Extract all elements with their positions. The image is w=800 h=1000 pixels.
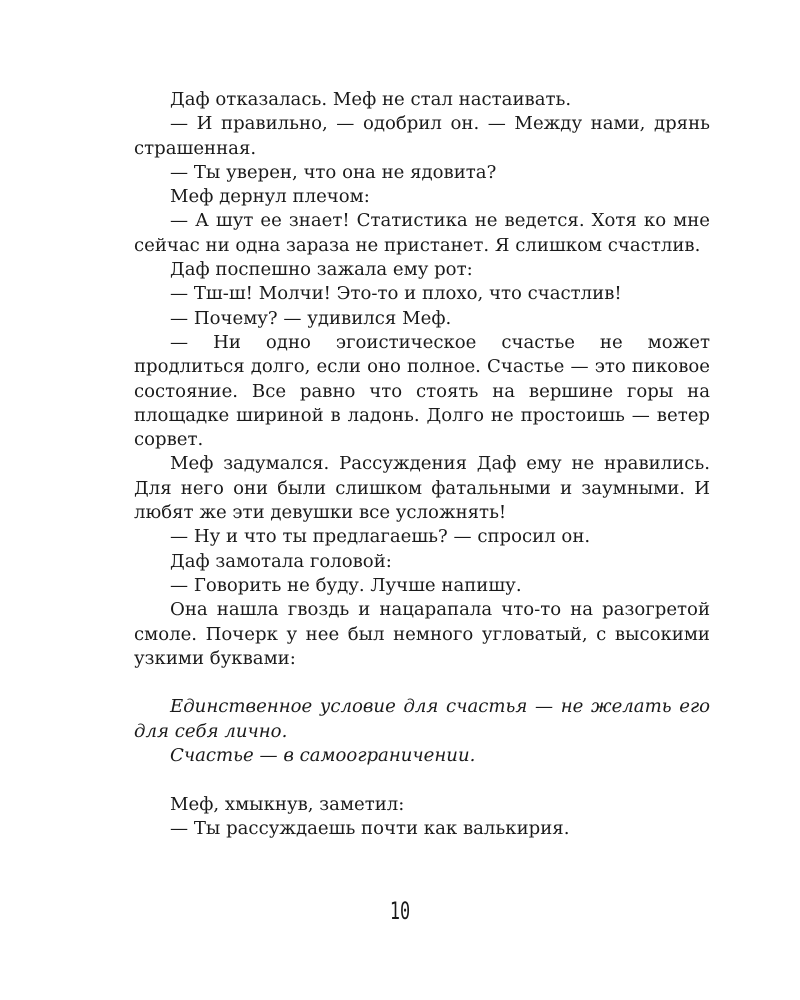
paragraph: Даф поспешно зажала ему рот: — [170, 259, 473, 281]
paragraph: — Тш-ш! Молчи! Это-то и плохо, что счастлив! — [170, 283, 622, 305]
paragraph: — Говорить не буду. Лучше напишу. — [170, 574, 522, 596]
page-body-text — [134, 88, 710, 841]
inscription-line: Единственное условие для счастья — не желать его для себя лично. — [134, 696, 710, 742]
paragraph: — А шут ее знает! Статистика не ведется. Хотя ко мне сейчас ни одна зараза не пристанет. Я слишком счастлив. — [134, 210, 710, 256]
paragraph: — Ни одно эгоистическое счастье не может продлиться долго, если оно полное. Счастье — это пиковое состояние. Все равно что стоять на вершине горы на площадке шириной в ладонь. Долго не простоишь — ветер сорвет. — [134, 331, 710, 451]
inscription-line: Счастье — в самоограничении. — [170, 745, 476, 767]
paragraph: Меф, хмыкнув, заметил: — [170, 793, 405, 815]
paragraph: — Почему? — удивился Меф. — [170, 307, 452, 329]
section-spacer — [134, 671, 710, 695]
paragraph: — Ты уверен, что она не ядовита? — [170, 161, 497, 183]
paragraph: — Ну и что ты предлагаешь? — спросил он. — [170, 526, 591, 548]
paragraph: — И правильно, — одобрил он. — Между нами, дрянь страшенная. — [134, 113, 710, 159]
paragraph: Меф задумался. Рассуждения Даф ему не нравились. Для него они были слишком фатальными и заумными. И любят же эти девушки все усложнять! — [134, 453, 710, 524]
paragraph: Даф отказалась. Меф не стал настаивать. — [170, 89, 572, 110]
paragraph: Она нашла гвоздь и нацарапала что-то на разогретой смоле. Почерк у нее был немного угловатый, с высокими узкими буквами: — [134, 599, 710, 669]
section-spacer — [134, 768, 710, 792]
page-number: 10 — [389, 897, 411, 925]
paragraph: Меф дернул плечом: — [170, 186, 370, 208]
paragraph: Даф замотала головой: — [170, 550, 392, 572]
paragraph: — Ты рассуждаешь почти как валькирия. — [170, 817, 570, 839]
